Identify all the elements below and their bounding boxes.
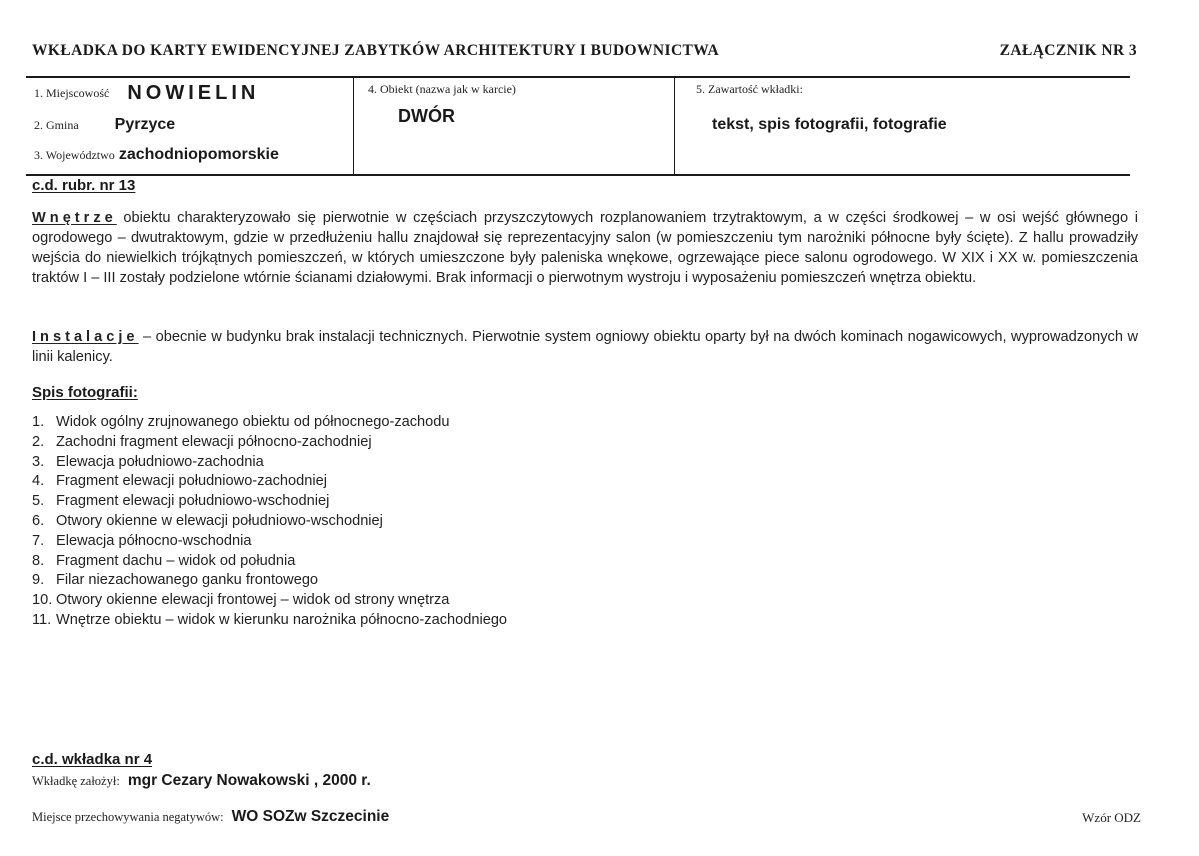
template-code: Wzór ODZ: [1082, 810, 1141, 825]
author-value: mgr Cezary Nowakowski , 2000 r.: [127, 772, 371, 789]
voivodeship-label: 3. Województwo: [34, 148, 115, 162]
photo-caption: Widok ogólny zrujnowanego obiektu od północnego-zachodu: [56, 414, 450, 430]
voivodeship-value: zachodniopomorskie: [118, 146, 279, 163]
photo-caption: Fragment elewacji południowo-wschodniej: [56, 493, 330, 510]
photos-heading: Spis fotografii:: [32, 384, 138, 401]
photo-caption: Elewacja południowo-zachodnia: [56, 453, 264, 470]
list-item: [32, 552, 507, 572]
locality-row: [34, 82, 259, 105]
list-item: [32, 413, 507, 433]
interior-lead: Wnętrze: [32, 210, 117, 226]
photo-list: [32, 413, 507, 631]
document-title: WKŁADKA DO KARTY EWIDENCYJNEJ ZABYTKÓW ARCHITEKTURY I BUDOWNICTWA: [32, 42, 720, 59]
list-item: [32, 472, 507, 492]
list-item: [32, 512, 507, 532]
photo-number: 5.: [32, 493, 45, 510]
interior-text: obiektu charakteryzowało się pierwotnie w częściach przyszczytowych rozplanowaniem trzytraktowym, a w części środkowej – w osi wejść głównego i ogrodowego – dwutraktowym, gdzie w przedłużeniu hallu znajdował się reprezentacyjny salon (w pomieszczeniu tym narożniki północne były ścięte). Z hallu prowadziły wejścia do niewielkich trójkątnych pomieszczeń, w których umieszczone były paleniska wnękowe, ogrzewające piece salonu ogrodowego. W XIX i XX w. pomieszczenia traktów I – III zostały podzielone wtórnie ścianami działowymi. Brak informacji o pierwotnym wystroju i wyposażeniu pomieszczeń wnętrza obiektu.: [32, 210, 1138, 286]
author-label: Wkładkę założył:: [32, 774, 120, 788]
photo-number: 11.: [32, 611, 52, 628]
location-cell: [26, 78, 354, 174]
commune-value: Pyrzyce: [114, 116, 176, 133]
photo-caption: Fragment elewacji południowo-zachodniej: [56, 473, 327, 490]
contents-label: 5. Zawartość wkładki:: [696, 82, 803, 96]
insert-continuation: c.d. wkładka nr 4: [32, 751, 153, 768]
photo-caption: Otwory okienne w elewacji południowo-wschodniej: [56, 512, 383, 529]
photo-number: 7.: [32, 532, 45, 549]
identification-table: [26, 76, 1130, 176]
photo-number: 9.: [32, 572, 45, 589]
installations-paragraph: [32, 327, 1138, 367]
locality-label: 1. Miejscowość: [34, 86, 110, 100]
photo-caption: Filar niezachowanego ganku frontowego: [56, 572, 319, 589]
list-item: [32, 532, 507, 552]
photo-number: 10.: [32, 592, 53, 609]
commune-label: 2. Gmina: [34, 118, 79, 132]
photo-caption: Fragment dachu – widok od południa: [56, 552, 296, 569]
list-item: [32, 433, 507, 453]
photo-caption: Zachodni fragment elewacji północno-zachodniej: [56, 433, 372, 450]
object-cell: [354, 78, 675, 174]
commune-row: [34, 116, 175, 134]
installations-text: – obecnie w budynku brak instalacji technicznych. Pierwotnie system ogniowy obiektu oparty był na dwóch kominach nogawicowych, wyprowadzonych w linii kalenicy.: [32, 329, 1138, 365]
locality-value: NOWIELIN: [127, 82, 260, 104]
list-item: [32, 591, 507, 611]
interior-paragraph: [32, 208, 1138, 288]
rubric-continuation: c.d. rubr. nr 13: [32, 177, 136, 194]
author-row: [32, 772, 371, 790]
photo-caption: Wnętrze obiektu – widok w kierunku narożnika północno-zachodniego: [56, 611, 508, 628]
annex-number: ZAŁĄCZNIK NR 3: [999, 42, 1137, 59]
photo-caption: Elewacja północno-wschodnia: [56, 532, 252, 549]
photo-caption: Otwory okienne elewacji frontowej – widok od strony wnętrza: [56, 592, 450, 609]
storage-row: [32, 808, 389, 826]
list-item: [32, 611, 507, 631]
storage-value: WO SOZw Szczecinie: [231, 808, 390, 825]
voivodeship-row: [34, 146, 279, 164]
photo-number: 2.: [32, 433, 45, 450]
contents-value: tekst, spis fotografii, fotografie: [712, 116, 947, 133]
photo-number: 1.: [32, 414, 45, 430]
list-item: [32, 453, 507, 473]
photo-number: 4.: [32, 473, 45, 490]
object-value: DWÓR: [398, 106, 455, 126]
photo-number: 3.: [32, 453, 45, 470]
list-item: [32, 492, 507, 512]
storage-label: Miejsce przechowywania negatywów:: [32, 810, 224, 824]
photo-number: 8.: [32, 552, 45, 569]
list-item: [32, 571, 507, 591]
contents-cell: [676, 78, 1130, 174]
installations-lead: Instalacje: [32, 329, 139, 345]
object-label: 4. Obiekt (nazwa jak w karcie): [368, 82, 516, 96]
photo-number: 6.: [32, 512, 45, 529]
